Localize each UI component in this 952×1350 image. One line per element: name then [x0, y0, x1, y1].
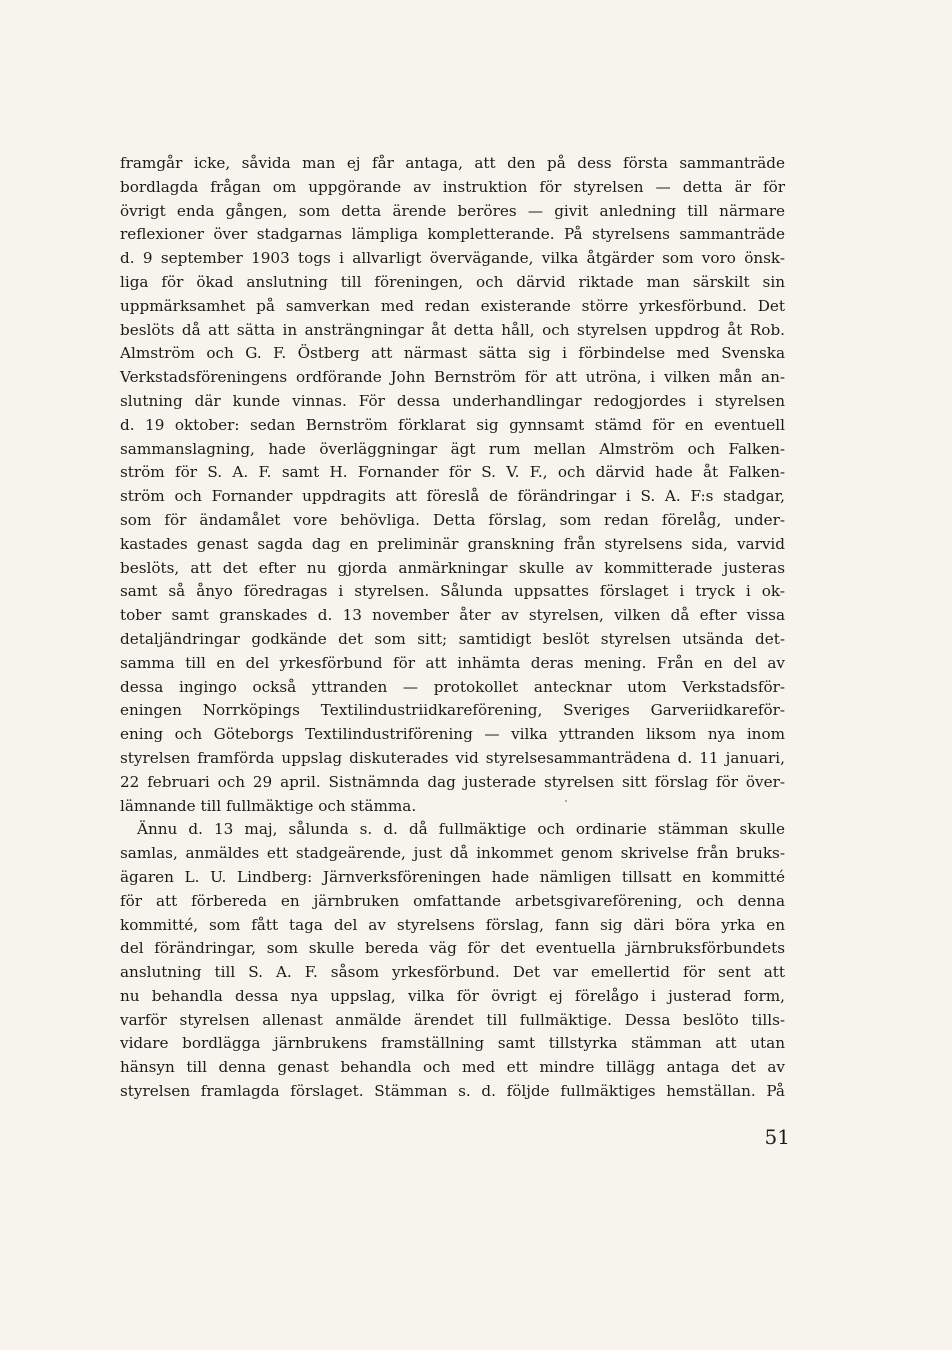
text-line: som för ändamålet vore behövliga. Detta förslag, som redan förelåg, under-	[120, 510, 785, 529]
text-line: nu behandla dessa nya uppslag, vilka för övrigt ej förelågo i justerad form,	[120, 986, 785, 1005]
text-line: anslutning till S. A. F. såsom yrkesförbund. Det var emellertid för sent att	[120, 963, 785, 982]
text-line: dessa ingingo också yttranden — protokollet antecknar utom Verkstadsför-	[120, 677, 785, 696]
text-line: liga för ökad anslutning till föreningen, och därvid riktade man särskilt sin	[120, 272, 785, 291]
text-line: del förändringar, som skulle bereda väg för det eventuella järnbruksförbundets	[120, 939, 785, 958]
text-line: framgår icke, såvida man ej får antaga, att den på dess första sammanträde	[120, 154, 785, 172]
text-line: lämnande till fullmäktige och stämma.	[120, 796, 417, 815]
text-line: hänsyn till denna genast behandla och med ett mindre tillägg antaga det av	[120, 1058, 785, 1077]
text-line: ström och Fornander uppdragits att föreslå de förändringar i S. A. F:s stadgar,	[120, 487, 785, 506]
text-line: Verkstadsföreningens ordförande John Bernström för att utröna, i vilken mån an-	[120, 368, 785, 387]
text-line: samma till en del yrkesförbund för att inhämta deras mening. Från en del av	[120, 653, 785, 672]
text-line: vidare bordlägga järnbrukens framställning samt tillstyrka stämman att utan	[120, 1034, 785, 1053]
text-line: samlas, anmäldes ett stadgeärende, just då inkommet genom skrivelse från bruks-	[120, 844, 785, 863]
text-line: övrigt enda gången, som detta ärende beröres — givit anledning till närmare	[120, 201, 785, 220]
text-line: sammanslagning, hade överläggningar ägt rum mellan Almström och Falken-	[120, 439, 785, 458]
page-number: 51	[764, 1125, 790, 1149]
text-line: bordlagda frågan om uppgörande av instruktion för styrelsen — detta är för	[120, 177, 785, 196]
text-line: ägaren L. U. Lindberg: Järnverksföreningen hade nämligen tillsatt en kommitté	[120, 867, 785, 886]
text-line: kastades genast sagda dag en preliminär granskning från styrelsens sida, varvid	[120, 534, 785, 553]
text-line: styrelsen framförda uppslag diskuterades vid styrelsesammanträdena d. 11 januari,	[120, 748, 785, 767]
text-line: d. 9 september 1903 togs i allvarligt övervägande, vilka åtgärder som voro önsk-	[120, 249, 785, 268]
text-line: d. 19 oktober: sedan Bernström förklarat sig gynnsamt stämd för en eventuell	[120, 415, 785, 434]
text-line: 22 februari och 29 april. Sistnämnda dag justerade styrelsen sitt förslag för över-	[120, 772, 785, 791]
text-line: Ännu d. 13 maj, sålunda s. d. då fullmäktige och ordinarie stämman skulle	[137, 820, 785, 839]
text-line: eningen Norrköpings Textilindustriidkareförening, Sveriges Garveriidkareför-	[120, 701, 785, 720]
paper-speck	[565, 800, 567, 802]
text-line: uppmärksamhet på samverkan med redan existerande större yrkesförbund. Det	[120, 296, 785, 315]
text-line: kommitté, som fått taga del av styrelsens förslag, fann sig däri böra yrka en	[120, 915, 785, 934]
text-line: Almström och G. F. Östberg att närmast sätta sig i förbindelse med Svenska	[120, 344, 785, 363]
text-line: ström för S. A. F. samt H. Fornander för S. V. F., och därvid hade åt Falken-	[120, 463, 785, 482]
text-line: tober samt granskades d. 13 november åter av styrelsen, vilken då efter vissa	[120, 606, 785, 625]
text-line: slutning där kunde vinnas. För dessa underhandlingar redogjordes i styrelsen	[120, 391, 785, 410]
text-line: ening och Göteborgs Textilindustriförening — vilka yttranden liksom nya inom	[120, 725, 785, 744]
text-line: beslöts då att sätta in ansträngningar åt detta håll, och styrelsen uppdrog åt Rob.	[120, 320, 785, 339]
text-line: samt så ånyo föredragas i styrelsen. Sålunda uppsattes förslaget i tryck i ok-	[120, 582, 785, 601]
body-text	[120, 152, 785, 1104]
text-line: för att förbereda en järnbruken omfattande arbetsgivareförening, och denna	[120, 891, 785, 910]
text-line: detaljändringar godkände det som sitt; samtidigt beslöt styrelsen utsända det-	[120, 629, 785, 648]
text-line: styrelsen framlagda förslaget. Stämman s. d. följde fullmäktiges hemställan. På	[120, 1082, 785, 1101]
text-line: reflexioner över stadgarnas lämpliga kompletterande. På styrelsens sammanträde	[120, 225, 785, 244]
text-line: varför styrelsen allenast anmälde ärendet till fullmäktige. Dessa beslöto tills-	[120, 1010, 785, 1029]
text-line: beslöts, att det efter nu gjorda anmärkningar skulle av kommitterade justeras	[120, 558, 785, 577]
